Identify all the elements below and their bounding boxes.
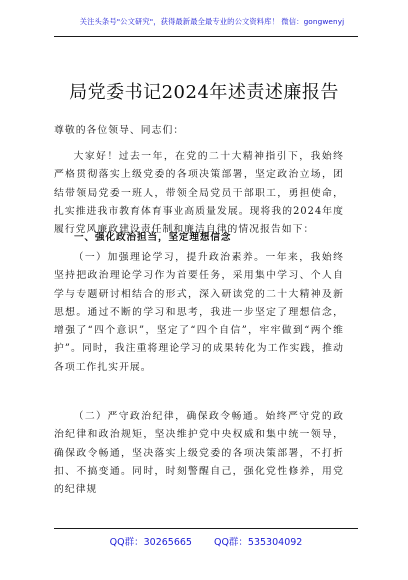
header-divider xyxy=(54,36,358,37)
section-heading-1: 一、强化政治担当，坚定理想信念 xyxy=(74,232,232,243)
document-title: 局党委书记2024年述责述廉报告 xyxy=(69,82,339,103)
paragraph-intro: 大家好！过去一年，在党的二十大精神指引下，我始终严格贯彻落实上级党委的各项决策部署，坚定政治立场，团结带领局党委一班人，带领全局党员干部职工，勇担使命，扎实推进我市教育体育事业高质量发展。现将我的2024年度履行党风廉政建设责任制和廉洁自律的情况报告如下： xyxy=(54,151,344,236)
footer-qq-group-2: QQ群：535304092 xyxy=(213,537,303,548)
paragraph-theory-study: （一）加强理论学习，提升政治素养。一年来，我始终坚持把政治理论学习作为首要任务，采用集中学习、个人自学与专题研讨相结合的形式，深入研读党的二十大精神及新思想。通过不断的学习和思考，我进一步坚定了理想信念，增强了“四个意识”，坚定了“四个自信”，牢牢做到“两个维护”。同时，我注重将理论学习的成果转化为工作实践，推动各项工作扎实开展。 xyxy=(54,252,344,373)
greeting: 尊敬的各位领导、同志们： xyxy=(54,125,185,136)
footer-qq-group-1: QQ群：30265665 xyxy=(109,537,192,548)
paragraph-political-discipline: （二）严守政治纪律，确保政令畅通。始终严守党的政治纪律和政治规矩，坚决维护党中央权威和集中统一领导，确保政令畅通，坚决落实上级党委的各项决策部署，不打折扣、不搞变通。同时，时刻警醒自己，强化党性修养，用党的纪律规 xyxy=(54,411,344,496)
header-notice: 关注头条号"公文研究"，获得最新最全最专业的公文资料库！ 微信：gongwenyj xyxy=(79,17,345,26)
footer-divider xyxy=(54,528,358,529)
footer xyxy=(54,534,358,548)
